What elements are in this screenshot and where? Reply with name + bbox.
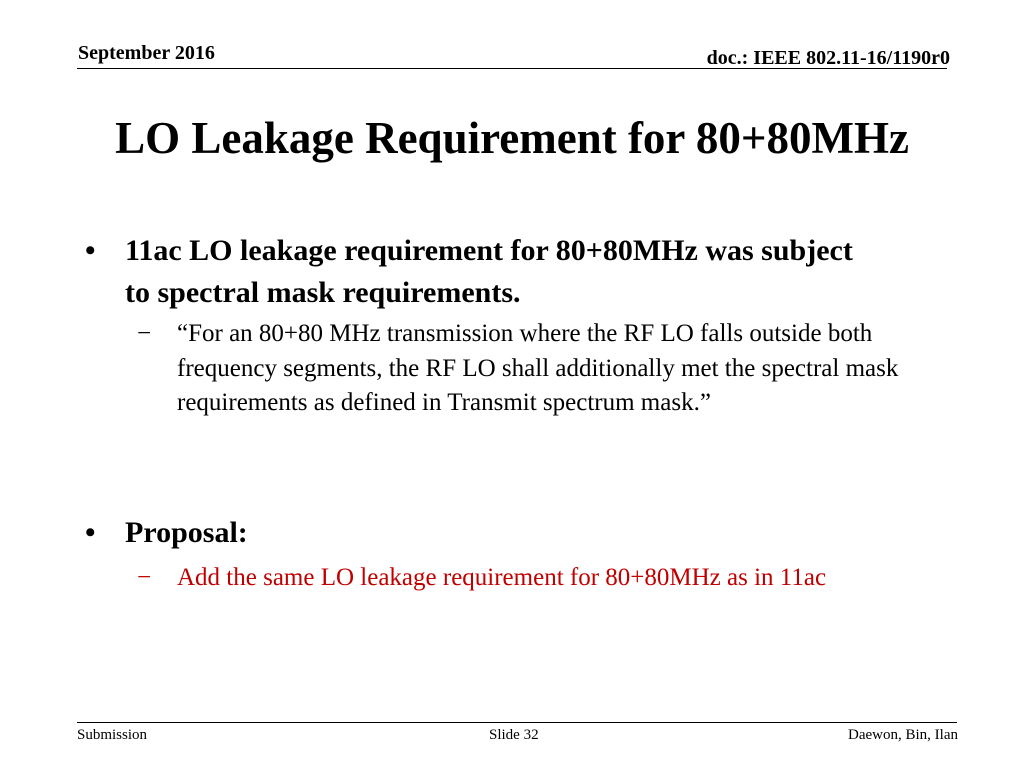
header-date: September 2016 bbox=[78, 42, 215, 64]
bullet-marker: • bbox=[85, 516, 96, 549]
bullet-text: 11ac LO leakage requirement for 80+80MHz was subject to spectral mask requirements. bbox=[125, 234, 853, 309]
footer-submission: Submission bbox=[77, 727, 148, 743]
header-divider bbox=[77, 68, 947, 69]
sub-bullet-marker: − bbox=[137, 320, 152, 347]
sub-bullet-text: “For an 80+80 MHz transmission where the RF LO falls outside both frequency segments, the RF LO shall additionally met the spectral mask requirements as defined in Transmit spectrum mask.” bbox=[177, 320, 899, 416]
sub-bullet-marker: − bbox=[137, 564, 152, 591]
bullet-marker: • bbox=[85, 234, 96, 267]
header-doc-id: doc.: IEEE 802.11-16/1190r0 bbox=[706, 47, 950, 69]
footer-slide-number: Slide 32 bbox=[489, 727, 539, 743]
bullet-text: Proposal: bbox=[125, 516, 248, 549]
slide-title: LO Leakage Requirement for 80+80MHz bbox=[115, 113, 909, 163]
proposal-text: Add the same LO leakage requirement for 80+80MHz as in 11ac bbox=[177, 564, 827, 591]
footer-divider bbox=[77, 722, 957, 723]
footer-authors: Daewon, Bin, Ilan bbox=[848, 727, 958, 743]
